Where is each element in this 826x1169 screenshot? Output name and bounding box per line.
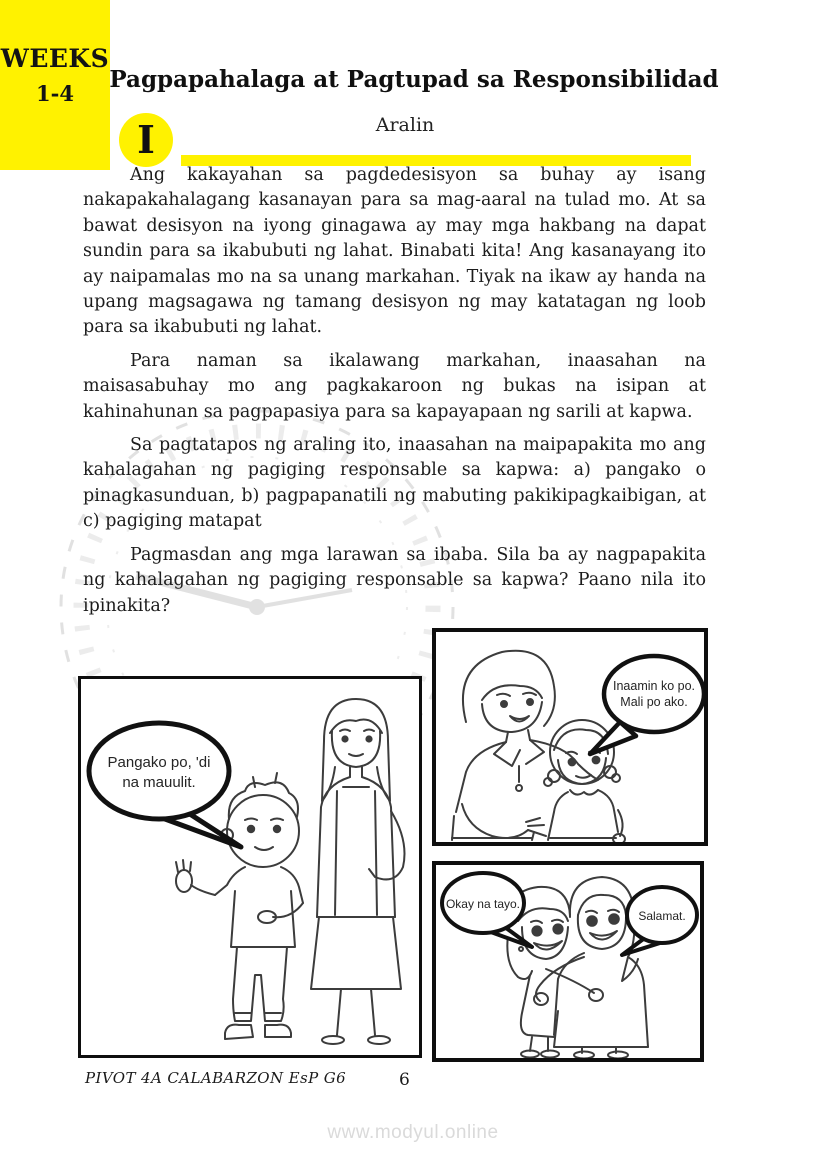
lesson-label: Aralin — [375, 114, 435, 136]
paragraph-3: Sa pagtatapos ng araling ito, inaasahan na maipapakita mo ang kahalagahan ng pagiging responsable sa kapwa: a) pangako o pinagkasunduan, b) pagpapanatili ng mabuting pakikipagkaibigan, at c) pagiging matapat — [83, 435, 706, 532]
mother-figure — [311, 699, 405, 1044]
speech-bubble-admit — [590, 656, 704, 754]
paragraph-4: Pagmasdan ang mga larawan sa ibaba. Sila ba ay nagpapakita ng kahalagahan ng pagiging responsable sa kapwa? Paano nila ito ipinakita? — [83, 544, 706, 616]
bubble-text-line: Salamat. — [638, 909, 686, 923]
paragraph-1: Ang kakayahan sa pagdedesisyon sa buhay ay isang nakapakahalagang kasanayan para sa mag-aaral na tulad mo. At sa bawat desisyon na iyong ginagawa ay may mga hakbang na dapat sundin para sa ikabubuti ng lahat. Binabati kita! Ang kasanayang ito ay naipamalas mo na sa unang markahan. Tiyak na ikaw ay handa na upang magsagawa ng tamang desisyon ng may katatagan ng loob para sa ikabubuti ng lahat. — [83, 165, 706, 338]
illustration-admit-panel — [432, 628, 708, 846]
page-title: Pagpapahalaga at Pagtupad sa Responsibilidad — [109, 66, 719, 93]
footer-source-label: PIVOT 4A CALABARZON EsP G6 — [85, 1069, 347, 1087]
lesson-body-text — [83, 163, 706, 619]
weeks-banner — [0, 0, 110, 170]
illustration-friends-panel — [432, 861, 704, 1062]
weeks-range-label: 1-4 — [36, 81, 74, 106]
page-number: 6 — [399, 1070, 410, 1090]
speech-bubble-promise — [89, 723, 241, 847]
illustration-promise-panel — [78, 676, 422, 1058]
lesson-number: I — [137, 117, 155, 162]
weeks-label: WEEKS — [0, 44, 110, 73]
speech-bubble-thanks — [622, 887, 697, 955]
bubble-text-line: Mali po ako. — [620, 695, 688, 709]
speech-bubble-okay — [442, 873, 532, 947]
father-figure — [452, 651, 598, 840]
paragraph-2: Para naman sa ikalawang markahan, inaasahan na maisasabuhay mo ang pagkakaroon ng bukas na isipan at kahinahunan sa pagpapasiya para sa kapayapaan ng sarili at kapwa. — [83, 350, 706, 422]
bubble-text-line: na mauulit. — [122, 774, 196, 791]
bubble-text-line: Okay na tayo. — [445, 897, 521, 911]
site-watermark: www.modyul.online — [327, 1122, 499, 1143]
bubble-text-line: Inaamin ko po. — [613, 679, 695, 693]
bubble-text-line: Pangako po, 'di — [107, 754, 211, 771]
